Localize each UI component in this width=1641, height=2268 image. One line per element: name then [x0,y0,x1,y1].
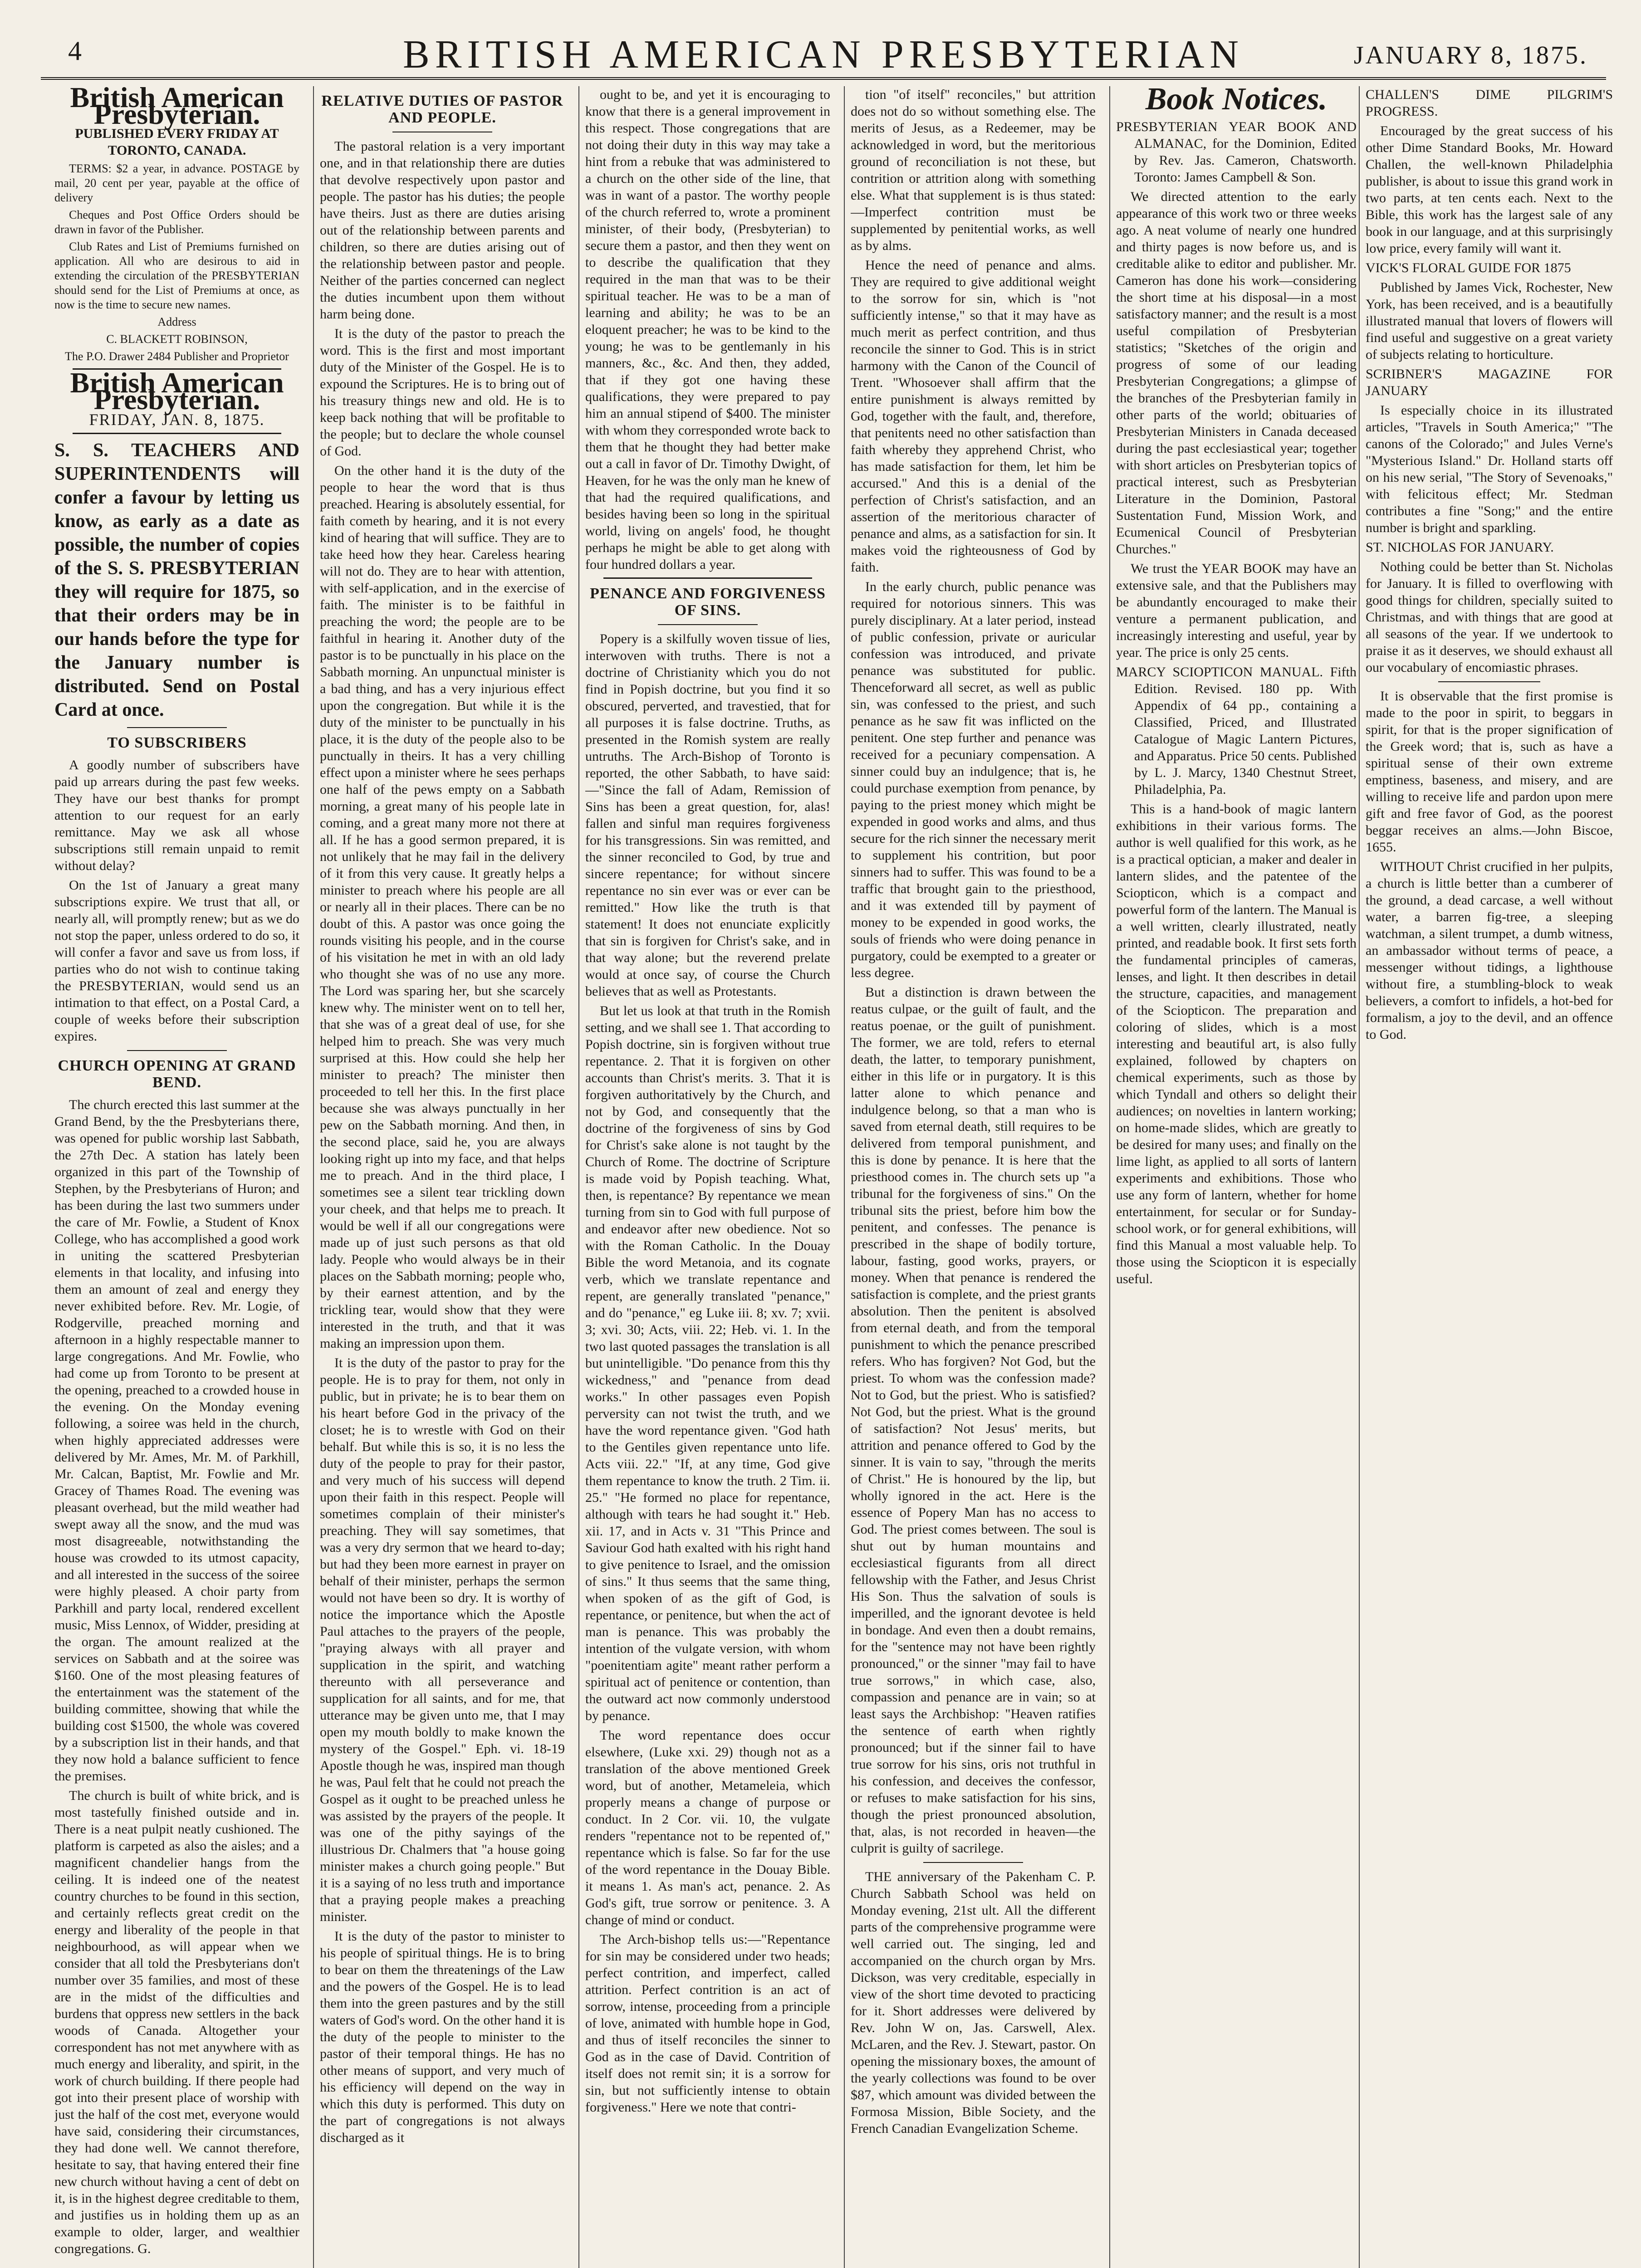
church-opening-heading: CHURCH OPENING AT GRAND BEND. [58,1057,296,1091]
church-opening-paragraph: The church erected this last summer at the Grand Bend, by the the Presbyterians there, was opened for public worship last Sabbath, the 27th Dec. A station has lately been organized in this part of the Township of Stephen, by the Presbyterians of Huron; and has been during the last two summers under the care of Mr. Fowlie, a Student of Knox College, who has accomplished a good work in uniting the scattered Presbyterian elements in that locality, and infusing into them an amount of zeal and energy they never exhibited before. Rev. Mr. Logie, of Rodgerville, preached morning and afternoon in a highly respectable manner to large congregations. And Mr. Fowlie, who had come up from Toronto to be present at the opening, preached to a crowded house in the evening. On the Monday evening following, a soiree was held in the church, when highly appreciated addresses were delivered by Mr. Ames, Mr. M. of Parkhill, Mr. Calcan, Baptist, Mr. Fowlie and Mr. Gracey of Thames Road. The evening was pleasant overhead, but the mild weather had swept away all the snow, and the mud was most disagreeable, notwithstanding the house was crowded to its utmost capacity, and all interested in the success of the soiree were highly pleased. A choir party from Parkhill and party local, rendered excellent music, Miss Lennox, of Widder, presiding at the organ. The amount realized at the services on Sabbath and at the soiree was $160. One of the most pleasing features of the entertainment was the statement of the building committee, showing that while the building cost $1500, the whole was covered by a subscription list in their hands, and that they now hold a balance sufficient to fence the premises. [54,1097,299,1784]
penance-continued-paragraph: But a distinction is drawn between the reatus culpae, or the guilt of fault, and the reatus poenae, or the guilt of punishment. The former, we are told, refers to eternal death, the latter, to temporary punishment, either in this life or in purgatory. It is this latter alone to which penance and indulgence belong, so that a man who is saved from eternal death, still requires to be delivered from temporal punishment, and this is done by penance. It is here that the priesthood comes in. The church sets up "a tribunal for the forgiveness of sins." On the tribunal sits the priest, before him bow the penitent, and confesses. The penance is prescribed in the shape of bodily torture, labour, fasting, good works, prayers, or money. When that penance is rendered the satisfaction is complete, and the priest grants absolution. Then the penitent is absolved from eternal death, and from the temporal punishment to which the penance prescribed refers. Who has forgiven? Not God, but the priest. To whom was the confession made? Not to God, but the priest. Who is satisfied? Not God, but the priest. What is the ground of satisfaction? Not Jesus' merits, but attrition and penance offered to God by the sinner. It is vain to say, "through the merits of Christ." He is honoured by the lip, but wholly ignored in the act. Here is the essence of Popery Man has no access to God. The priest comes between. The soul is shut out by human mountains and ecclesiastical figurants from all direct fellowship with the Father, and Jesus Christ His Son. Thus the salvation of souls is imperilled, and the ignorant devotee is held in bondage. And even then a doubt remains, for the "sentence may not have been rightly pronounced," or the sinner "may fail to have true sorrows," in which case, also, compassion and penance are in vain; so at least says the Archbishop: "Heaven ratifies the sentence of earth when rightly pronounced; but if the sinner fail to have true sorrow for his sins, oris not truthful in his confession, and deceives the confessor, or refuses to make satisfaction for his sins, though the priest pronounced absolution, that, alas, is not recorded in heaven—the culprit is guilty of sacrilege. [851,985,1096,1856]
notice-title: PRESBYTERIAN YEAR BOOK AND ALMANAC, for the Dominion, Edited by Rev. Jas. Cameron, Chatsworth. Toronto: James Campbell & Son. [1116,119,1357,185]
penance-continued-paragraph: Hence the need of penance and alms. They are required to give additional weight to the sorrow for sin, which is "not sufficiently intense," so that it may have as much merit as perfect contrition, and thus reconcile the sinner to God. This is in strict harmony with the Canon of the Council of Trent. "Whosoever shall affirm that the entire punishment is always remitted by God, together with the fault, and, therefore, that penitents need no other satisfaction than faith whereby they apprehend Christ, who has made satisfaction for them, let him be accursed." And this is a denial of the perfection of Christ's satisfaction, and an assertion of the meritorious character of penance and alms, as a satisfaction for sin. It makes void the righteousness of God by faith. [851,258,1096,575]
duties-paragraph: It is the duty of the pastor to pray for the people. He is to pray for them, not only in public, but in private; he is to bear them on his heart before God in the privacy of the closet; he is to wrestle with God on their behalf. But while this is so, it is no less the duty of the people to pray for their pastor, and very much of his success will depend upon their faith in this respect. People will sometimes complain of their minister's preaching. They will say sometimes, that was a very dry sermon that we heard to-day; but had they been more earnest in prayer on behalf of their minister, perhaps the sermon would not have been so dry. It is worthy of notice the importance which the Apostle Paul attaches to the prayers of the people, "praying always with all prayer and supplication in the spirit, and watching thereunto with all perseverance and supplication for all saints, and for me, that utterance may be given unto me, that I may open my mouth boldly to make known the mystery of the Gospel." Eph. vi. 18-19 Apostle though he was, inspired man though he was, Paul felt that he could not preach the Gospel as it ought to be preached unless he was assisted by the prayers of the people. It was one of the pithy sayings of the illustrious Dr. Chalmers that "a house going minister makes a church going people." But it is a saying of no less truth and importance that a praying people makes a preaching minister. [320,1355,565,1924]
divider [73,433,281,434]
duties-paragraph: It is the duty of the pastor to minister to his people of spiritual things. He is to bring to bear on them the threatenings of the Law and the powers of the Gospel. He is to lead them into the green pastures and by the still waters of God's word. On the other hand it is the duty of the people to minister to the pastor of their temporal things. He has no other means of support, and very much of his efficiency will depend on the way in which this duty is performed. This duty on the part of congregations is not always discharged as it [320,1929,565,2145]
divider [127,727,227,728]
divider [658,624,758,625]
penance-heading: PENANCE AND FORGIVENESS OF SINS. [590,585,826,619]
column-rule [1109,86,1110,2268]
column-rule [1359,86,1360,2268]
page-number: 4 [68,36,82,66]
masthead [41,27,1606,80]
divider [923,1862,1023,1863]
subscribers-paragraph: A goodly number of subscribers have paid up arrears during the past few weeks. They have our best thanks for prompt attention to our request for an early remittance. May we ask all whose subscriptions still remain unpaid to remit without delay? [54,758,299,873]
issue-dateline: FRIDAY, JAN. 8, 1875. [89,411,265,429]
notice-paragraph: We directed attention to the early appearance of this work two or three weeks ago. A neat volume of nearly one hundred and thirty pages is now before us, and is creditable alike to editor and publisher. Mr. Cameron has done his work—considering the short time at his disposal—in a most satisfactory manner; and the result is a most useful compilation of Presbyterian statistics; "Sketches of the origin and progress of some of our leading Presbyterian Congregations; a glimpse of the branches of the Presbyterian family in other parts of the world; obituaries of Presbyterian Ministers in Canada deceased during the past ecclesiastical year; together with short articles on Presbyterian topics of practical interest, such as Presbyterian Literature in the Dominion, Pastoral Sustentation Fund, Mission Work, and Ecumenical Council of Presbyterian Churches." [1116,189,1357,557]
paper-nameplate: British American Presbyterian. [70,86,284,130]
notice-title: MARCY SCIOPTICON MANUAL. Fifth Edition. Revised. 180 pp. With Appendix of 64 pp., containing a Classified, Priced, and Illustrated Catalogue of Magic Lantern Pictures, and Apparatus. Price 50 cents. Published by L. J. Marcy, 1340 Chestnut Street, Philadelphia, Pa. [1116,665,1357,797]
column-6 [1366,86,1613,2268]
masthead-date: JANUARY 8, 1875. [1353,41,1588,69]
divider [127,1050,227,1051]
subscribers-paragraph: On the 1st of January a great many subscriptions expire. We trust that all, or nearly all, will promptly renew; but as we do not stop the paper, unless ordered to do so, it will confer a favor and save us from loss, if parties who do not wish to continue taking the PRESBYTERIAN, would send us an intimation to that effect, on a Postal Card, a couple of weeks before their subscription expires. [54,878,299,1044]
column-2 [320,86,565,2268]
duties-continued-paragraph: ought to be, and yet it is encouraging to know that there is a general improvement in this respect. Those congregations that are not doing their duty in this way may take a hint from a rebuke that was administered to a church on the other side of the line, that was in want of a pastor. The worthy people of the church referred to, wrote a prominent minister, of their body, (Presbyterian) to secure them a pastor, and then they went on to describe the qualification that they required in the man that was to be their spiritual teacher. He was to be a man of learning and ability; he was to be an eloquent preacher; he was to be kind to the young; he was to be gentlemanly in his manners, &c., &c. And then, they added, that if they got one having these qualifications, they were prepared to pay him an annual stipend of $400. The minister with whom they corresponded wrote back to them that he thought they had better make out a call in favor of Dr. Timothy Dwight, of Heaven, for he was the only man he knew of that had the required qualifications, and besides having been so long in the spiritual world, living on angels' food, he thought perhaps he might be able to get along with four hundred dollars a year. [585,87,830,572]
column-3 [585,86,830,2268]
book-notices-heading: Book Notices. [1145,86,1327,117]
address-name: C. BLACKETT ROBINSON, [106,332,248,346]
address-label: Address [157,315,196,328]
column-5 [1116,86,1357,2268]
duties-paragraph: It is the duty of the pastor to preach the word. This is the first and most important duty of the Minister of the Gospel. He is to expound the Scriptures. He is to bring out of his treasury things new and old. He is to keep back nothing that will be profitable to the people; but to declare the whole counsel of God. [320,326,565,459]
notice-title: ST. NICHOLAS FOR JANUARY. [1366,540,1554,555]
column-1 [54,86,299,2268]
penance-paragraph: The word repentance does occur elsewhere, (Luke xxi. 29) though not as a translation of the above mentioned Greek word, but of another, Metameleia, which properly means a change of purpose or conduct. In 2 Cor. vii. 10, the vulgate renders "repentance not to be repented of," repentance which is false. So far for the use of the word repentance in the Douay Bible. it means 1. As man's act, penance. 2. As God's gift, true sorrow or penitence. 3. A change of mind or conduct. [585,1728,830,1927]
penance-paragraph: But let us look at that truth in the Romish setting, and we shall see 1. That according to Popish doctrine, sin is forgiven without true repentance. 2. That it is forgiven on other accounts than Christ's merits. 3. That it is forgiven authoritatively by the Church, and not by God, and consequently that the doctrine of the forgiveness of sins by God for Christ's sake alone is not taught by the Church of Rome. The doctrine of Scripture is made void by Popish teaching. What, then, is repentance? By repentance we mean turning from sin to God with full purpose of and endeavor after new obedience. Not so with the Roman Catholic. In the Douay Bible the word Metanoia, and its cognate verb, which we translate repentance and repent, are generally translated "penance," and do "penance," eg Luke iii. 8; xv. 7; xvii. 3; xvi. 30; Acts, viii. 22; Heb. vi. 1. In the two last quoted passages the translation is all but unintelligible. "Do penance from this thy wickedness," and "penance from dead works." In other passages even Popish perversity can not twist the truth, and we have the word repentance given. "God hath to the Gentiles given repentance unto life. Acts viii. 22." "If, at any time, God give them repentance to know the truth. 2 Tim. ii. 25." "He formed no place for repentance, although with tears he had sought it." Heb. xii. 17, and in Acts v. 31 "This Prince and Saviour God hath exalted with his right hand to give penitence to Israel, and the omission of sins." It thus seems that the same thing, when spoken of as the gift of God, is repentance, or penitence, but when the act of man is penance. This was probably the intention of the vulgate version, with whom "poenitentiam agite" meant rather perform a spiritual act of penitence or contention, than the outward act now commonly understood by penance. [585,1003,830,1723]
notice-title: CHALLEN'S DIME PILGRIM'S PROGRESS. [1366,87,1613,119]
duties-heading: RELATIVE DUTIES OF PASTOR AND PEOPLE. [321,93,563,126]
paper-nameplate-2: British American Presbyterian. [70,367,284,415]
quote-paragraph: WITHOUT Christ crucified in her pulpits, a church is little better than a cumberer of the ground, a dead carcase, a well without water, a barren fig-tree, a sleeping watchman, a silent trumpet, a dumb witness, an ambassador without terms of peace, a messenger without tidings, a lighthouse without fire, a stumbling-block to weak believers, a comfort to infidels, a hot-bed for formalism, a joy to the devil, and an offence to God. [1366,859,1613,1042]
cheques-text: Cheques and Post Office Orders should be drawn in favor of the Publisher. [54,208,299,236]
club-rates-text: Club Rates and List of Premiums furnished on application. All who are desirous to aid in extending the circulation of the PRESBYTERIAN should send for the List of Premiums at once, as now is the time to secure new names. [54,240,299,311]
divider [1438,681,1540,682]
column-rule [313,86,314,2268]
masthead-title: BRITISH AMERICAN PRESBYTERIAN [403,33,1244,77]
column-rule [578,86,579,2268]
quote-paragraph: It is observable that the first promise is made to the poor in spirit, to beggars in spirit, for that is the proper signification of the Greek word; that is, such as have a spiritual sense of their own extreme emptiness, baseness, and misery, and are willing to receive life and pardon upon mere gift and free favor of God, as the poorest beggar receives an alms.—John Biscoe, 1655. [1366,689,1613,855]
notice-paragraph: Published by James Vick, Rochester, New York, has been received, and is a beautifully illustrated manual that lovers of flowers will find useful and suggestive on a great variety of subjects relating to horticulture. [1366,280,1613,362]
terms-text: TERMS: $2 a year, in advance. POSTAGE by mail, 20 cent per year, payable at the office of delivery [54,162,299,204]
publication-info: PUBLISHED EVERY FRIDAY AT TORONTO, CANADA. [75,126,279,158]
column-rule [844,86,845,2268]
notice-paragraph: Is especially choice in its illustrated articles, "Travels in South America;" "The canons of the Colorado;" and Jules Verne's "Mysterious Island." Dr. Holland starts off on his new serial, "The Story of Sevenoaks," with felicitous effect; Mr. Stedman contributes a fine "Song;" and the entire number is bright and sparkling. [1366,403,1613,535]
column-4 [851,86,1096,2268]
church-opening-paragraph: The church is built of white brick, and is most tastefully finished outside and in. There is a neat pulpit neatly cushioned. The platform is carpeted as also the aisles; and a magnificent chandelier hangs from the ceiling. It is indeed one of the neatest country churches to be found in this section, and certainly reflects great credit on the energy and liberality of the people in that neighbourhood, as will appear when we consider that all told the Presbyterians don't number over 35 families, and most of these are in the midst of the difficulties and burdens that oppress new settlers in the back woods of Canada. Altogether your correspondent has not met anywhere with as much energy and liberality, and spirit, in the work of church building. If there people had got into their present place of worship with just the half of the cost met, everyone would have said, considering their circumstances, they had done well. We cannot therefore, hesitate to say, that having entered their fine new church without having a cent of debt on it, is in the highest degree creditable to them, and justifies us in holding them up as an example to older, larger, and wealthier congregations. G. [54,1788,299,2256]
teachers-notice: S. S. TEACHERS AND SUPERINTENDENTS will confer a favour by letting us know, as early as a date as possible, the number of copies of the S. S. PRESBYTERIAN they will require for 1875, so that their orders may be in our hands before the type for the January number is distributed. Send on Postal Card at once. [54,440,299,720]
duties-paragraph: The pastoral relation is a very important one, and in that relationship there are duties that devolve respectively upon pastor and people. The pastor has his duties; the people have theirs. Just as there are duties arising out of the relationship between parents and children, so there are duties arising out of the relationship between pastor and people. Neither of the parties concerned can neglect the duties incumbent upon them without harm being done. [320,139,565,322]
duties-paragraph: On the other hand it is the duty of the people to hear the word that is thus preached. Hearing is absolutely essential, for faith cometh by hearing, and it is not every kind of hearing that will suffice. They are to take heed how they hear. Careless hearing will not do. They are to hear with attention, with self-application, and in the exercise of faith. The minister is to be faithful in preaching the word; the people are to be faithful in hearing it. Another duty of the pastor is to be punctually in his place on the Sabbath morning. An unpunctual minister is a bad thing, and has a very injurious effect upon the congregation. But while it is the duty of the minister to be punctually in his place, it is the duty of the people also to be punctually in theirs. It has a very chilling effect upon a minister where he sees perhaps one half of the pews empty on a Sabbath morning, a great many of his people late in coming, and a great many more not there at all. If he has a good sermon prepared, it is not unlikely that he may fail in the delivery of it from this very cause. It greatly helps a minister to preach where his people are all or nearly all in their places. There can be no doubt of this. A pastor was once going the rounds visiting his people, and in the course of his visitation he met in with an old lady who thought she was of no use any more. The Lord was sparing her, but she scarcely knew why. The minister went on to tell her, that she was of a great deal of use, for she helped him to preach. She was very much surprised at this. How could she help her minister to preach? The minister then proceeded to tell her this. In the first place because she was always punctually in her pew on the Sabbath morning. And then, in the second place, said he, you are always looking right up into my face, and that helps me to preach. And in the third place, I sometimes see a silent tear trickling down your cheek, and that helps me to preach. It would be well if all our congregations were made up of just such persons as that old lady. People who would always be in their places on the Sabbath morning; people who, by their earnest attention, and by the trickling tear, would show that they were interested in the truth, and that it was making an impression upon them. [320,463,565,1351]
penance-paragraph: The Arch-bishop tells us:—"Repentance for sin may be considered under two heads; perfect contrition, and imperfect, called attrition. Perfect contrition is an act of sorrow, intense, proceeding from a principle of love, animated with humble hope in God, and thus of itself reconciles the sinner to God as in the case of David. Contrition of itself does not remit sin; it is a sorrow for sin, but not sufficiently intense to obtain forgiveness." Here we note that contri- [585,1932,830,2115]
notice-paragraph: We trust the YEAR BOOK may have an extensive sale, and that the Publishers may be abundantly encouraged to make their venture a permanent publication, and increasingly interesting and useful, year by year. The price is only 25 cents. [1116,561,1357,660]
notice-title: SCRIBNER'S MAGAZINE FOR JANUARY [1366,367,1613,398]
penance-continued-paragraph: In the early church, public penance was required for notorious sinners. This was purely disciplinary. At a later period, instead of public confession, private or auricular confession was introduced, and private penance was substituted for public. Thenceforward all secret, as well as public sin, was confessed to the priest, and such penance as he saw fit was inflicted on the penitent. One step further and penance was received for a pecuniary compensation. A sinner could buy an indulgence; that is, he could purchase exemption from penance, by paying to the priest money which might be expended in good works and alms, and thus secure for the rich sinner the necessary merit to supplement his contrition, but poor sinners had to suffer. This was found to be a traffic that brought gain to the priesthood, and it was extended till by payment of money to be expended in good works, the souls of friends who were doing penance in purgatory, could be exempted to a greater or less degree. [851,579,1096,980]
divider [603,577,812,579]
subscribers-heading: TO SUBSCRIBERS [107,734,247,751]
notice-paragraph: Nothing could be better than St. Nicholas for January. It is filled to overflowing with good things for children, specially suited to Christmas, and with things that are good at all seasons of the year. If we undertook to praise it as it deserves, we should exhaust all our vocabulary of encomiastic phrases. [1366,559,1613,675]
notice-paragraph: Encouraged by the great success of his other Dime Standard Books, Mr. Howard Challen, the well-known Philadelphia publisher, is about to issue this grand work in two parts, at ten cents each. Next to the Bible, this work has the largest sale of any book in our language, and at this surprisingly low price, every family will want it. [1366,123,1613,256]
address-box: The P.O. Drawer 2484 Publisher and Proprietor [65,350,289,363]
pakenham-anniversary-paragraph: THE anniversary of the Pakenham C. P. Church Sabbath School was held on Monday evening, 21st ult. All the different parts of the comprehensive programme were well carried out. The singing, led and accompanied on the church organ by Mrs. Dickson, was very creditable, especially in view of the short time devoted to practicing for it. Short addresses were delivered by Rev. John W on, Jas. Carswell, Alex. McLaren, and the Rev. J. Stewart, pastor. On opening the missionary boxes, the amount of the yearly collections was found to be over $87, which amount was divided between the Formosa Mission, Bible Society, and the French Canadian Evangelization Scheme. [851,1869,1096,2136]
notice-title: VICK'S FLORAL GUIDE FOR 1875 [1366,260,1571,275]
penance-paragraph: Popery is a skilfully woven tissue of lies, interwoven with truths. There is not a doctrine of Christianity which you do not find in Popish doctrine, but you find it so obscured, perverted, and travestied, that for all purposes it is false doctrine. Truths, as presented in the Romish system are really untruths. The Arch-Bishop of Toronto is reported, the other Sabbath, to have said:—"Since the fall of Adam, Remission of Sins has been a great question, for, alas! fallen and sinful man requires forgiveness for his transgressions. Sin was remitted, and the sinner reconciled to God, by true and sincere repentance; for without sincere repentance no sin ever was or ever can be remitted." How like the truth is that statement! It does not enunciate explicitly that sin is forgiven for Christ's sake, and in that way alone; but the reverend prelate would at once say, of course the Church believes that as well as Protestants. [585,631,830,999]
notice-paragraph: This is a hand-book of magic lantern exhibitions in their various forms. The author is well qualified for this work, as he is a practical optician, a maker and dealer in lantern slides, and the patentee of the Sciopticon, which is a compact and powerful form of the lantern. The Manual is a well written, clearly illustrated, neatly printed, and readable book. It first sets forth the fundamental principles of cameras, lenses, and light. It then describes in detail the structure, capacities, and management of the Sciopticon. The preparation and coloring of slides, which is a most interesting and beautiful art, is also fully explained, followed by chapters on chemical experiments, such as those by which Tyndall and others so delight their audiences; on novelties in lantern working; on home-made slides, which are greatly to be desired for many uses; and finally on the lime light, as applied to all sorts of lantern experiments and exhibitions. Those who use any form of lantern, whether for home entertainment, for secular or for Sunday-school work, or for general exhibitions, will find this Manual a most valuable help. To those using the Sciopticon it is especially useful. [1116,802,1357,1286]
penance-continued-paragraph: tion "of itself" reconciles," but attrition does not do so without something else. The merits of Jesus, as a Redeemer, may be acknowledged in word, but the meritorious ground of reconciliation is not these, but contrition or attrition along with something else. What that supplement is is thus stated:—Imperfect contrition must be supplemented by penitential works, as well as by alms. [851,87,1096,253]
